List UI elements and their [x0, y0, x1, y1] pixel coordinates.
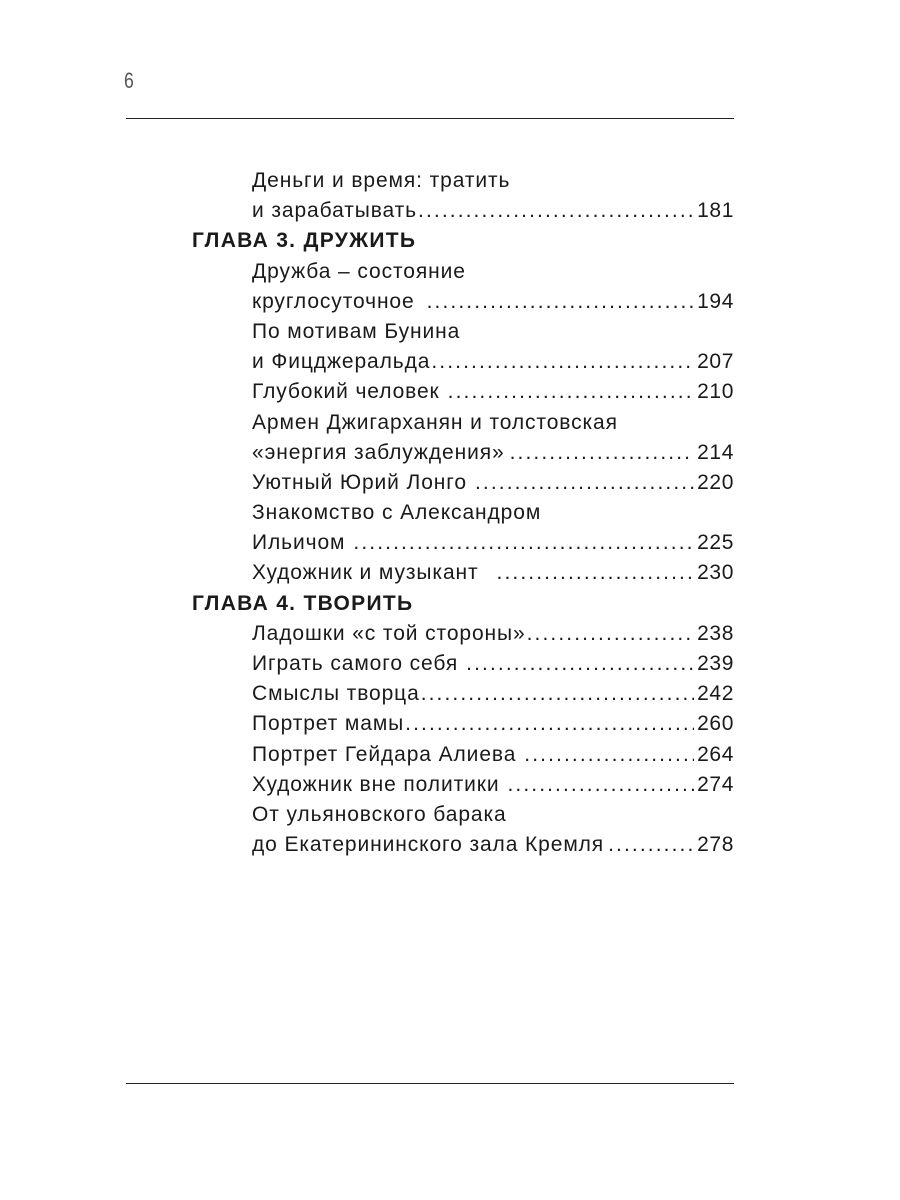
dot-leader: [466, 649, 694, 679]
toc-entry-title: и зарабатывать: [252, 199, 418, 223]
header-rule: [126, 118, 734, 119]
toc-page-number: 181: [697, 199, 734, 223]
toc-entry[interactable]: [252, 619, 734, 649]
toc-entry-title: до Екатерининского зала Кремля: [252, 833, 605, 857]
toc-entry-title: «энергия заблуждения»: [252, 440, 505, 464]
table-of-contents: [0, 166, 900, 860]
toc-entry-title: Играть самого себя: [252, 652, 459, 675]
toc-page-number: 214: [697, 440, 734, 464]
dot-leader: [527, 619, 695, 649]
dot-leader: [507, 770, 694, 800]
toc-entry-title: Глубокий человек: [252, 380, 440, 404]
toc-entry-title: Смыслы творца: [252, 682, 420, 706]
toc-entry-title: круглосуточное: [252, 289, 415, 313]
toc-entry-title: Художник и музыкант: [252, 561, 479, 585]
dot-leader: [405, 709, 694, 739]
toc-entry[interactable]: [252, 558, 734, 588]
toc-entry[interactable]: [252, 740, 734, 770]
footer-rule: [126, 1083, 734, 1084]
toc-entry[interactable]: [252, 438, 734, 468]
toc-entry-title: Художник вне политики: [252, 772, 500, 796]
dot-leader: [524, 740, 694, 770]
dot-leader: [427, 287, 695, 317]
toc-entry-line: От ульяновского барака: [252, 802, 507, 826]
toc-page-number: 238: [697, 621, 734, 645]
toc-entry-title: Ильичом: [252, 531, 346, 555]
toc-entry-line: Знакомство с Александром: [252, 501, 542, 525]
dot-leader: [448, 377, 695, 407]
toc-entry[interactable]: [252, 468, 734, 498]
dot-leader: [475, 468, 694, 498]
toc-page-number: 210: [697, 380, 734, 404]
toc-entry[interactable]: [252, 528, 734, 558]
toc-entry-line: Дружба – состояние: [252, 259, 466, 283]
dot-leader: [353, 528, 694, 558]
dot-leader: [510, 438, 695, 468]
toc-entry-line: По мотивам Бунина: [252, 319, 461, 343]
toc-page-number: 225: [697, 531, 734, 555]
dot-leader: [497, 558, 695, 588]
dot-leader: [421, 679, 694, 709]
toc-entry[interactable]: [252, 709, 734, 739]
toc-page-number: 220: [697, 470, 734, 494]
dot-leader: [608, 830, 694, 860]
toc-page-number: 264: [697, 742, 734, 766]
page-number: 6: [124, 68, 135, 93]
toc-page-number: 194: [697, 289, 734, 313]
dot-leader: [431, 347, 694, 377]
chapter-heading[interactable]: ГЛАВА 3. ДРУЖИТЬ: [192, 229, 417, 253]
toc-entry-title: Портрет мамы: [252, 712, 405, 736]
toc-entry[interactable]: [252, 830, 734, 860]
toc-entry[interactable]: [252, 377, 734, 407]
toc-page-number: 239: [697, 652, 734, 675]
toc-page-number: 274: [697, 772, 734, 796]
toc-entry-title: Уютный Юрий Лонго: [252, 470, 467, 494]
toc-entry[interactable]: [252, 347, 734, 377]
toc-entry[interactable]: [252, 196, 734, 226]
toc-entry[interactable]: [252, 649, 734, 679]
toc-page-number: 278: [697, 833, 734, 857]
toc-entry[interactable]: [252, 679, 734, 709]
toc-entry[interactable]: [252, 770, 734, 800]
toc-page-number: 260: [697, 712, 734, 736]
toc-entry-title: Ладошки «с той стороны»: [252, 621, 526, 645]
toc-entry[interactable]: [252, 287, 734, 317]
toc-page-number: 230: [697, 561, 734, 585]
toc-entry-line: Армен Джигарханян и толстовская: [252, 410, 618, 434]
dot-leader: [418, 196, 694, 226]
toc-entry-line: Деньги и время: тратить: [252, 169, 511, 192]
toc-entry-title: и Фицджеральда: [252, 350, 431, 374]
toc-entry-title: Портрет Гейдара Алиева: [252, 742, 517, 766]
toc-page-number: 207: [697, 350, 734, 374]
chapter-heading[interactable]: ГЛАВА 4. ТВОРИТЬ: [192, 591, 414, 615]
toc-page-number: 242: [697, 682, 734, 706]
